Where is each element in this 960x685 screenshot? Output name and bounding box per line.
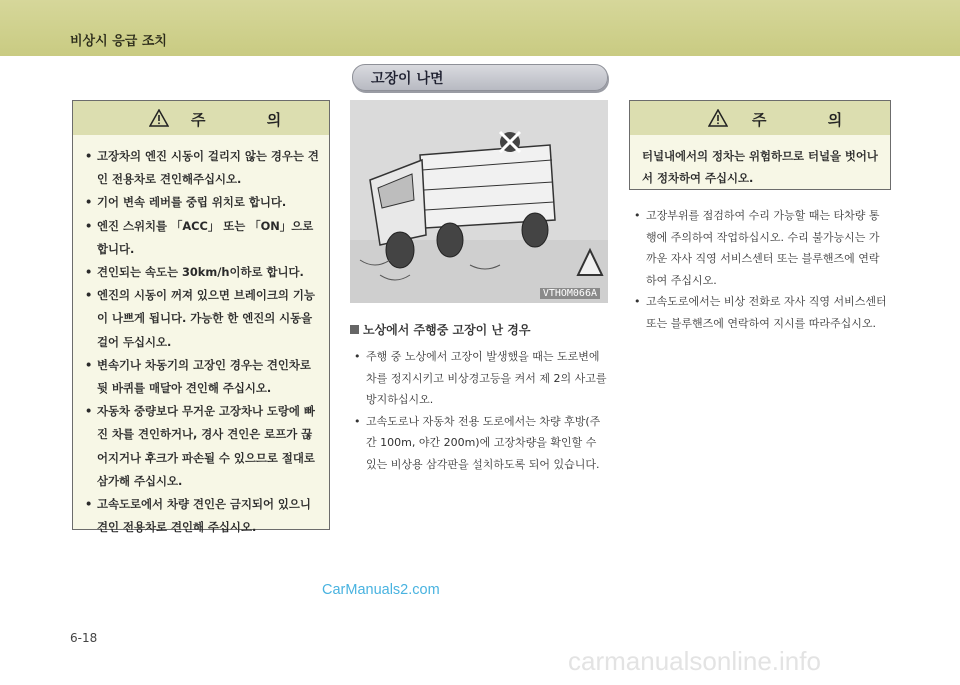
caution-box-left [72, 100, 330, 535]
caution-item: • 엔진의 시동이 꺼져 있으면 브레이크의 기능이 나쁘게 됩니다. 가능한 한 엔진의 시동을 걸어 두십시오. [83, 284, 321, 354]
repair-list [632, 205, 890, 334]
warning-triangle-icon [149, 109, 169, 127]
caution-item: • 고속도로에서 차량 견인은 금지되어 있으니 견인 전용차로 견인해 주십시오. [83, 493, 321, 539]
broken-truck-illustration [350, 100, 608, 303]
chapter-title: 비상시 응급 조치 [70, 34, 167, 49]
footer-watermark: carmanualsonline.info [568, 646, 821, 676]
section-title-pill [352, 64, 608, 91]
breakdown-list [352, 346, 610, 475]
warning-triangle-icon [708, 109, 728, 127]
breakdown-item: • 주행 중 노상에서 고장이 발생했을 때는 도로변에 차를 정지시키고 비상경고등을 켜서 제 2의 사고를 방지하십시오. [352, 346, 610, 411]
caution-list [83, 145, 321, 539]
truck-drawing [350, 100, 608, 303]
caution-item: • 기어 변속 레버를 중립 위치로 합니다. [83, 191, 321, 214]
repair-item: • 고장부위를 점검하여 수리 가능할 때는 타차량 통행에 주의하여 작업하십시오. 수리 불가능시는 가까운 자사 직영 서비스센터 또는 블루핸즈에 연락하여 주십시오. [632, 205, 890, 291]
repair-item: • 고속도로에서는 비상 전화로 자사 직영 서비스센터 또는 블루핸즈에 연락하여 지시를 따라주십시오. [632, 291, 890, 334]
watermark: CarManuals2.com [322, 582, 440, 598]
caution-title: 주 의 [191, 111, 310, 129]
breakdown-heading-text: 노상에서 주행중 고장이 난 경우 [363, 323, 531, 337]
caution-header [73, 101, 329, 135]
square-bullet-icon [350, 325, 359, 334]
header-bar [0, 0, 960, 56]
section-title: 고장이 나면 [371, 71, 444, 87]
breakdown-item: • 고속도로나 자동차 전용 도로에서는 차량 후방(주간 100m, 야간 200m)에 고장차량을 확인할 수 있는 비상용 삼각판을 설치하도록 되어 있습니다. [352, 411, 610, 476]
breakdown-heading [350, 321, 530, 338]
figure-code: VTHOM066A [540, 288, 600, 299]
caution-title: 주 의 [752, 111, 871, 129]
caution-item: • 엔진 스위치를 「ACC」 또는 「ON」으로 합니다. [83, 215, 321, 261]
page-number: 6-18 [70, 631, 98, 645]
caution-item: • 변속기나 차동기의 고장인 경우는 견인차로 뒷 바퀴를 매달아 견인해 주십시오. [83, 354, 321, 400]
caution-item: • 견인되는 속도는 30km/h이하로 합니다. [83, 261, 321, 284]
caution-text: 터널내에서의 정차는 위험하므로 터널을 벗어나서 정차하여 주십시오. [642, 149, 878, 185]
caution-box-right [629, 100, 891, 190]
caution-item: • 고장차의 엔진 시동이 걸리지 않는 경우는 견인 전용차로 견인해주십시오. [83, 145, 321, 191]
caution-header [630, 101, 890, 135]
caution-item: • 자동차 중량보다 무거운 고장차나 도랑에 빠진 차를 견인하거나, 경사 견인은 로프가 끊어지거나 후크가 파손될 수 있으므로 절대로 삼가해 주십시오. [83, 400, 321, 493]
